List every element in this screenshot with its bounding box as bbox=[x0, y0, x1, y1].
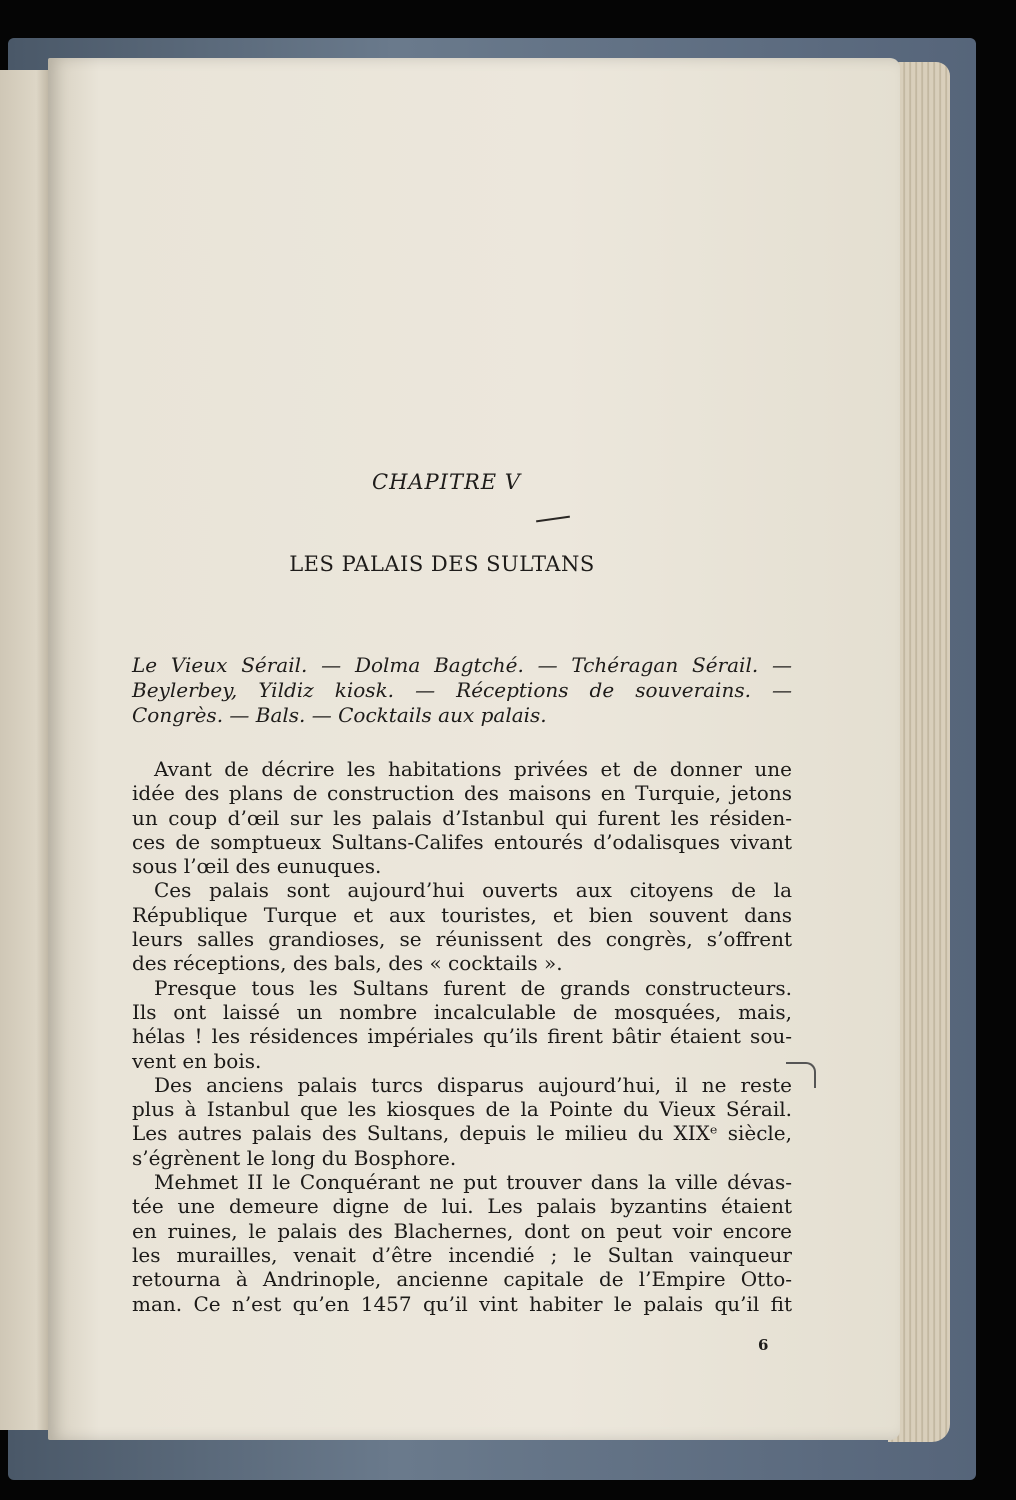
body-line: leurs salles grandioses, se réunissent des congrès, s’offrent bbox=[132, 927, 792, 952]
body-line: tée une demeure digne de lui. Les palais byzantins étaient bbox=[132, 1194, 792, 1219]
facing-page-edge bbox=[0, 70, 52, 1430]
book-page bbox=[48, 58, 900, 1440]
body-text bbox=[132, 757, 792, 1316]
summary-line: Le Vieux Sérail. — Dolma Bagtché. — Tchéragan Sérail. — bbox=[132, 653, 792, 677]
body-line: hélas ! les résidences impériales qu’ils firent bâtir étaient sou- bbox=[132, 1024, 792, 1049]
body-line: Les autres palais des Sultans, depuis le milieu du XIXᵉ siècle, bbox=[132, 1121, 792, 1146]
summary-line: Beylerbey, Yildiz kiosk. — Réceptions de souverains. — bbox=[132, 678, 792, 702]
page-number: 6 bbox=[758, 1336, 769, 1354]
body-line: Des anciens palais turcs disparus aujourd’hui, il ne reste bbox=[154, 1072, 792, 1097]
body-line: République Turque et aux touristes, et bien souvent dans bbox=[132, 902, 792, 927]
body-line: ces de somptueux Sultans-Califes entourés d’odalisques vivant bbox=[132, 829, 792, 854]
body-line: Presque tous les Sultans furent de grands constructeurs. bbox=[154, 975, 792, 1000]
chapter-heading: CHAPITRE V bbox=[372, 470, 521, 494]
body-line: man. Ce n’est qu’en 1457 qu’il vint habiter le palais qu’il fit bbox=[132, 1291, 792, 1316]
body-line: vent en bois. bbox=[132, 1048, 262, 1073]
body-line: Mehmet II le Conquérant ne put trouver dans la ville dévas- bbox=[154, 1170, 792, 1195]
body-line: idée des plans de construction des maisons en Turquie, jetons bbox=[132, 781, 792, 806]
chapter-title: LES PALAIS DES SULTANS bbox=[289, 552, 595, 576]
body-line: un coup d’œil sur les palais d’Istanbul qui furent les résiden- bbox=[132, 805, 792, 830]
body-line: s’égrènent le long du Bosphore. bbox=[132, 1145, 457, 1170]
body-line: des réceptions, des bals, des « cocktails ». bbox=[132, 951, 563, 976]
body-line: retourna à Andrinople, ancienne capitale de l’Empire Otto- bbox=[132, 1267, 792, 1292]
chapter-summary bbox=[132, 653, 792, 728]
body-line: Ces palais sont aujourd’hui ouverts aux citoyens de la bbox=[154, 878, 792, 903]
pencil-mark bbox=[786, 1062, 816, 1088]
body-line: Avant de décrire les habitations privées et de donner une bbox=[154, 757, 792, 781]
body-line: les murailles, venait d’être incendié ; le Sultan vainqueur bbox=[132, 1242, 792, 1267]
body-line: sous l’œil des eunuques. bbox=[132, 854, 382, 879]
summary-line: Congrès. — Bals. — Cocktails aux palais. bbox=[132, 703, 547, 727]
body-line: plus à Istanbul que les kiosques de la Pointe du Vieux Sérail. bbox=[132, 1097, 792, 1122]
body-line: Ils ont laissé un nombre incalculable de mosquées, mais, bbox=[132, 999, 792, 1024]
chapter-rule bbox=[536, 516, 570, 523]
body-line: en ruines, le palais des Blachernes, dont on peut voir encore bbox=[132, 1218, 792, 1243]
